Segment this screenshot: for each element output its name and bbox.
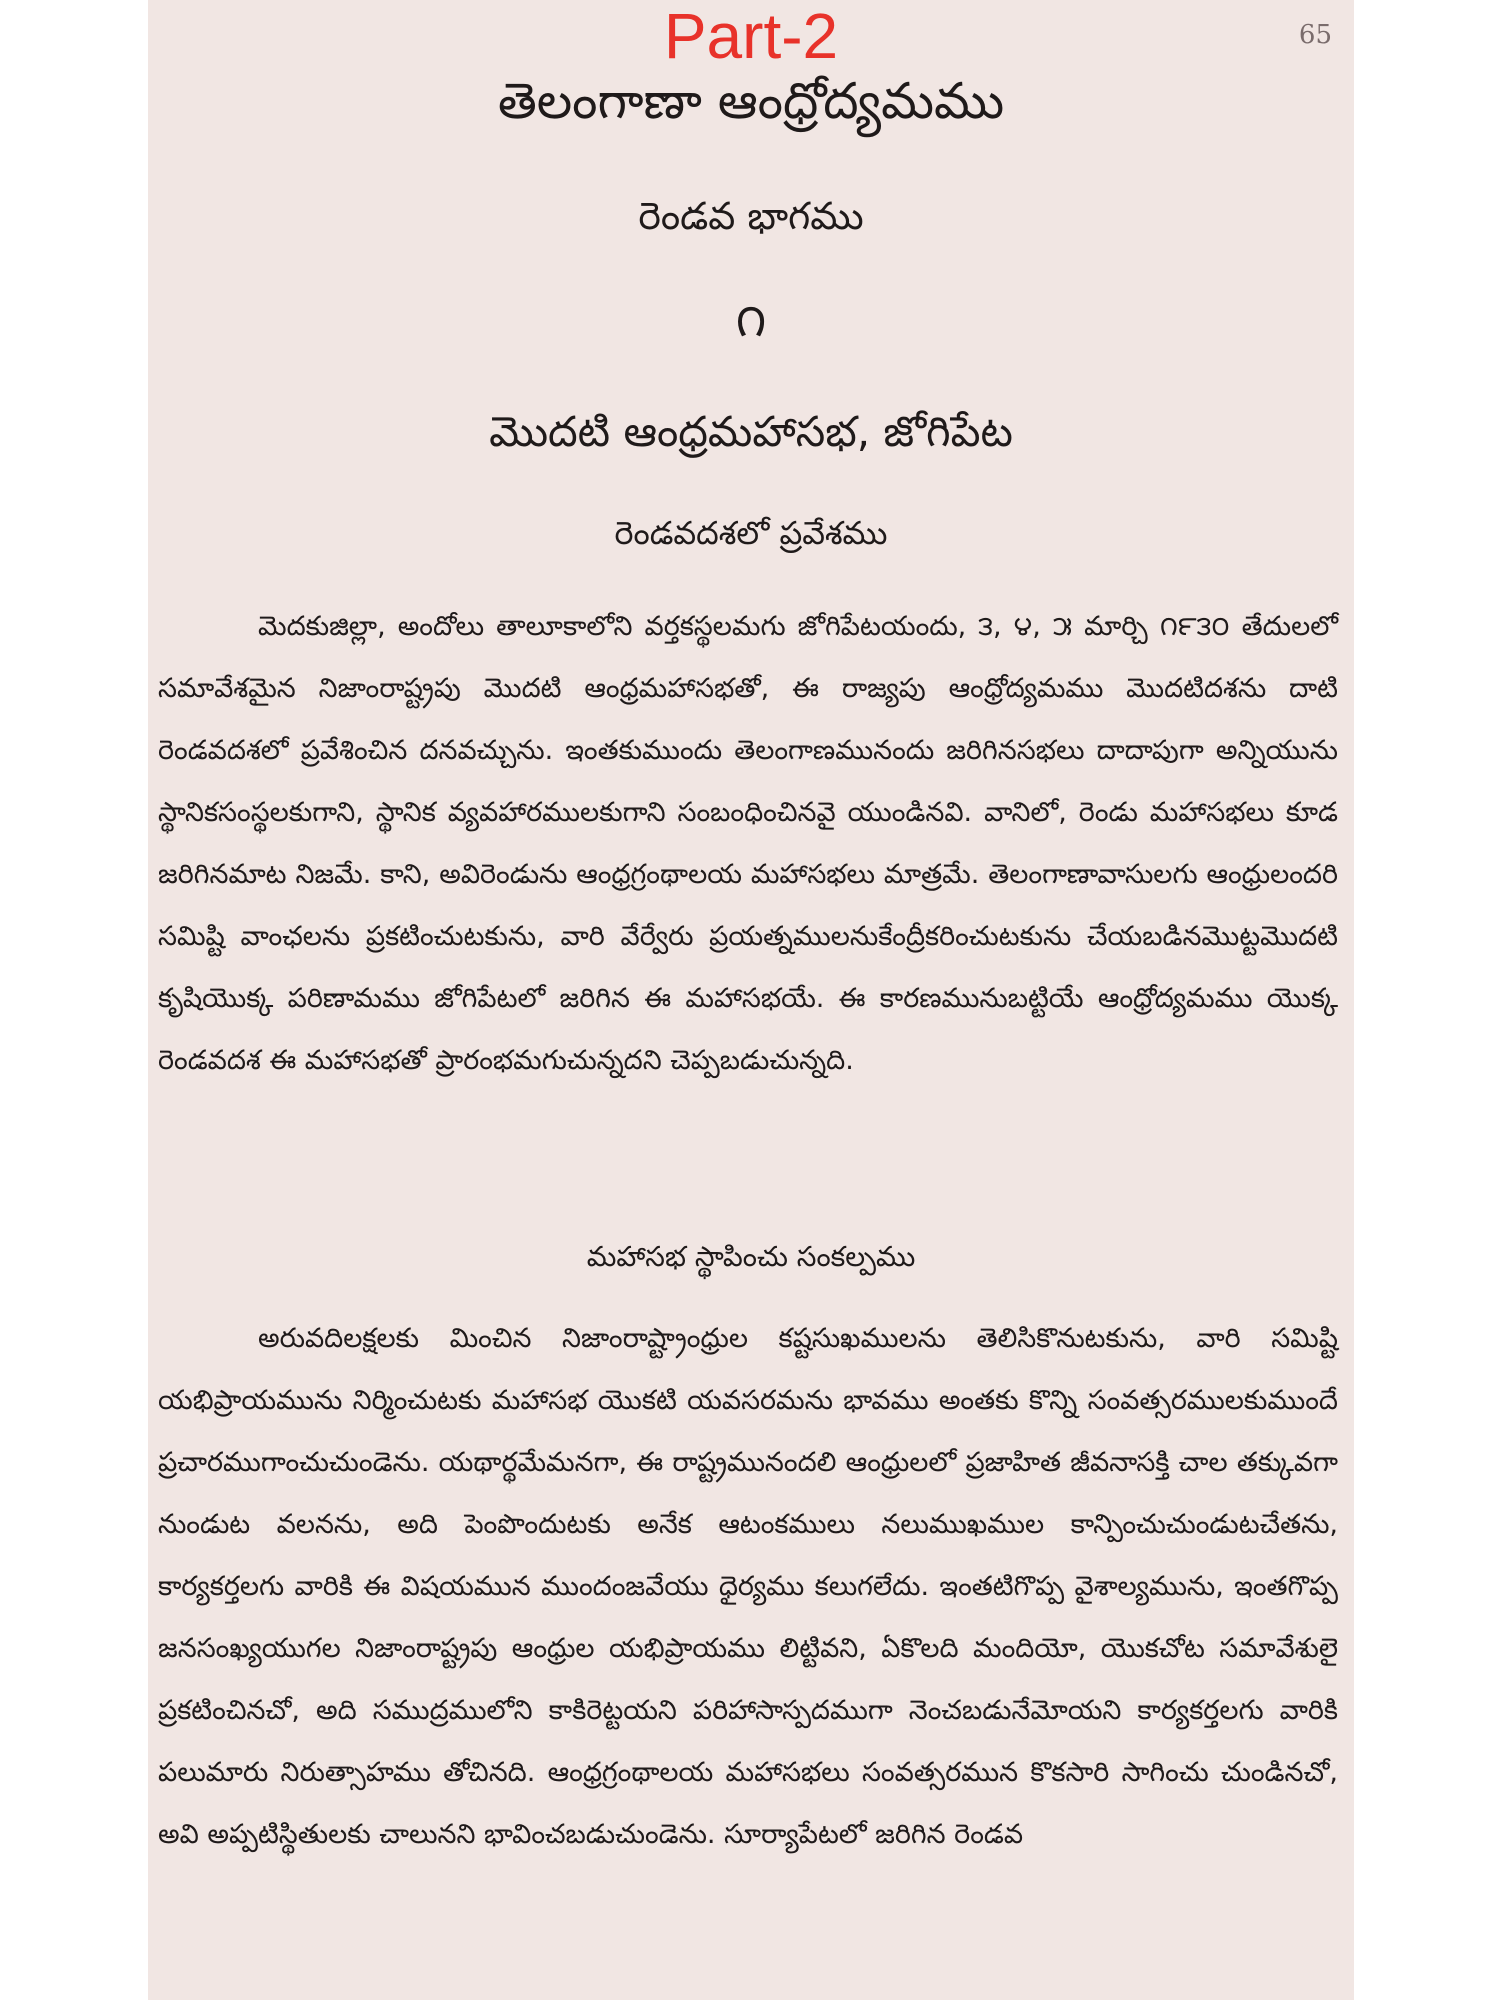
chapter-number: ౧	[735, 293, 767, 347]
part-label: Part-2	[663, 0, 839, 72]
paragraph-2: అరువదిలక్షలకు మించిన నిజాంరాష్ట్రాంధ్రుల కష్టసుఖములను తెలిసికొనుటకును, వారి సమిష్టి యభిప్రాయమును నిర్మించుటకు మహాసభ యొకటి యవసరమను భావము అంతకు కొన్ని సంవత్సరములకుముందే ప్రచారముగాంచుచుండెను. యథార్థమేమనగా, ఈ రాష్ట్రమునందలి ఆంధ్రులలో ప్రజాహిత జీవనాసక్తి చాల తక్కువగా నుండుట వలనను, అది పెంపొందుటకు అనేక ఆటంకములు నలుముఖముల కాన్పించుచుండుటచేతను, కార్యకర్తలగు వారికి ఈ విషయమున ముందంజవేయు ధైర్యము కలుగలేదు. ఇంతటిగొప్ప వైశాల్యమును, ఇంతగొప్ప జనసంఖ్యయుగల నిజాంరాష్ట్రపు ఆంధ్రుల యభిప్రాయము లిట్టివని, ఏకొలది మందియో, యొకచోట సమావేశులై ప్రకటించినచో, అది సముద్రములోని కాకిరెట్టయని పరిహాసాస్పదముగా నెంచబడునేమోయని కార్యకర్తలగు వారికి పలుమారు నిరుత్సాహము తోచినది. ఆంధ్రగ్రంథాలయ మహాసభలు సంవత్సరమున కొకసారి సాగించు చుండినచో, అవి అప్పటిస్థితులకు చాలునని భావించబడుచుండెను. సూర్యాపేటలో జరిగిన రెండవ	[158, 1323, 1338, 1850]
part-heading: రెండవ భాగము	[638, 194, 864, 238]
page-number: 65	[1298, 20, 1332, 50]
section-heading: మహాసభ స్థాపించు సంకల్పము	[586, 1240, 916, 1273]
document-page	[148, 0, 1354, 2000]
chapter-subtitle: రెండవదశలో ప్రవేశము	[614, 514, 888, 552]
chapter-title: మొదటి ఆంధ్రమహాసభ, జోగిపేట	[489, 407, 1013, 456]
book-title: తెలంగాణా ఆంధ్రోద్యమము	[497, 72, 1005, 130]
paragraph-1: మెదకుజిల్లా, అందోలు తాలూకాలోని వర్తకస్థలమగు జోగిపేటయందు, ౩, ౪, ౫ మార్చి ౧౯౩౦ తేదులలో సమావేశమైన నిజాంరాష్ట్రపు మొదటి ఆంధ్రమహాసభతో, ఈ రాజ్యపు ఆంధ్రోద్యమము మొదటిదశను దాటి రెండవదశలో ప్రవేశించిన దనవచ్చును. ఇంతకుముందు తెలంగాణమునందు జరిగినసభలు దాదాపుగా అన్నియును స్థానికసంస్థలకుగాని, స్థానిక వ్యవహారములకుగాని సంబంధించినవై యుండినవి. వానిలో, రెండు మహాసభలు కూడ జరిగినమాట నిజమే. కాని, అవిరెండును ఆంధ్రగ్రంథాలయ మహాసభలు మాత్రమే. తెలంగాణావాసులగు ఆంధ్రులందరి సమిష్టి వాంఛలను ప్రకటించుటకును, వారి వేర్వేరు ప్రయత్నములనుకేంద్రీకరించుటకును చేయబడినమొట్టమొదటి కృషియొక్క పరిణామము జోగిపేటలో జరిగిన ఈ మహాసభయే. ఈ కారణమునుబట్టియే ఆంధ్రోద్యమము యొక్క రెండవదశ ఈ మహాసభతో ప్రారంభమగుచున్నదని చెప్పబడుచున్నది.	[158, 611, 1338, 1076]
